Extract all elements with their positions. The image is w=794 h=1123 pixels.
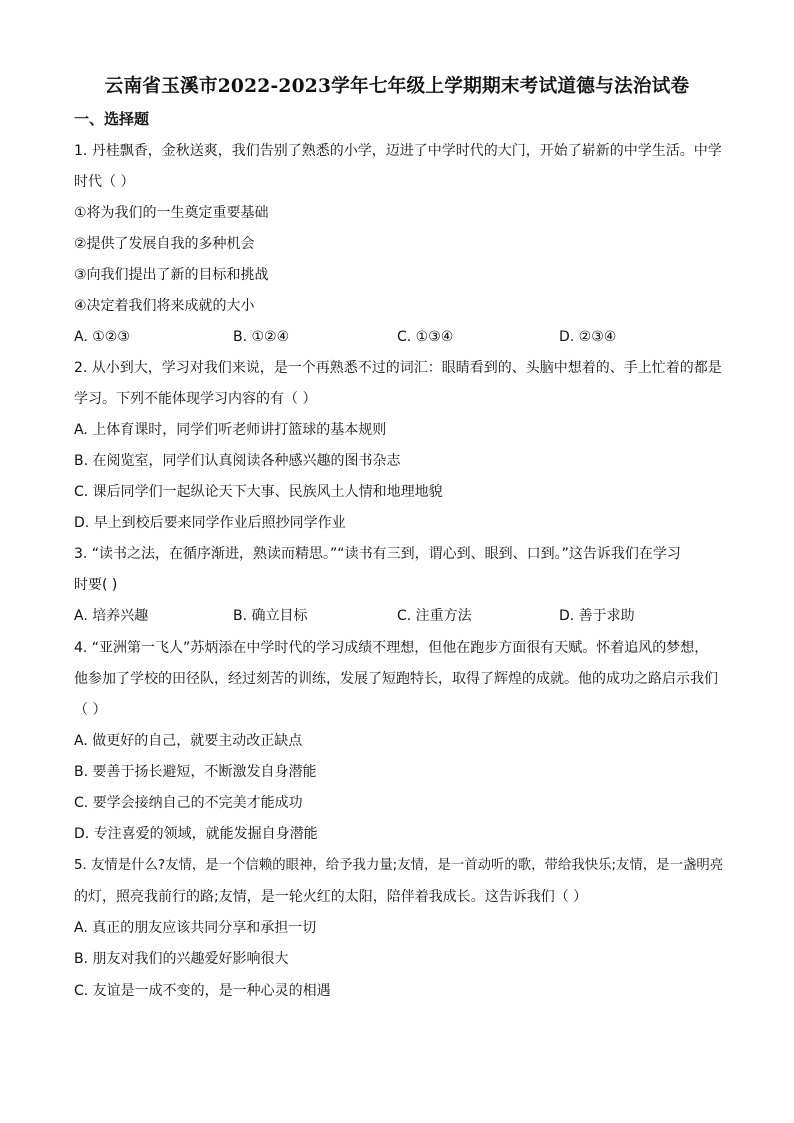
question-3-line-2: 时要( ) xyxy=(74,577,118,593)
q3-option-a: A. 培养兴趣 xyxy=(74,608,149,624)
q4-option-a: A. 做更好的自己，就要主动改正缺点 xyxy=(74,733,303,749)
question-2-line-2: 学习。下列不能体现学习内容的有（ ） xyxy=(74,391,317,407)
question-5-line-2: 的灯，照亮我前行的路;友情，是一轮火红的太阳，陪伴着我成长。这告诉我们（ ） xyxy=(74,889,588,905)
q1-option-a: A. ①②③ xyxy=(74,329,130,345)
q5-option-c: C. 友谊是一成不变的，是一种心灵的相遇 xyxy=(74,983,331,999)
q1-option-d: D. ②③④ xyxy=(559,329,617,345)
statement-4: ④决定着我们将来成就的大小 xyxy=(74,298,255,314)
question-2-line-1: 2. 从小到大，学习对我们来说，是一个再熟悉不过的词汇：眼睛看到的、头脑中想着的、手上忙着的都是 xyxy=(74,360,722,376)
q2-option-d: D. 早上到校后要来同学作业后照抄同学作业 xyxy=(74,515,346,531)
question-1-line-2: 时代（ ） xyxy=(74,174,135,190)
q3-option-c: C. 注重方法 xyxy=(397,608,472,624)
question-5-line-1: 5. 友情是什么?友情，是一个信赖的眼神，给予我力量;友情，是一首动听的歌，带给我快乐;友情，是一盏明亮 xyxy=(74,858,724,873)
section-heading: 一、选择题 xyxy=(74,110,150,128)
exam-title: 云南省玉溪市2022-2023学年七年级上学期期末考试道德与法治试卷 xyxy=(104,75,690,97)
question-1-line-1: 1. 丹桂飘香，金秋送爽，我们告别了熟悉的小学，迈进了中学时代的大门，开始了崭新的中学生活。中学 xyxy=(74,143,722,159)
question-4-line-2: 他参加了学校的田径队，经过刻苦的训练，发展了短跑特长，取得了辉煌的成就。他的成功之路启示我们 xyxy=(74,671,718,687)
q3-option-d: D. 善于求助 xyxy=(559,608,635,624)
question-3-line-1: 3. “读书之法，在循序渐进，熟读而精思。”“读书有三到，谓心到、眼到、口到。”这告诉我们在学习 xyxy=(74,546,681,562)
statement-2: ②提供了发展自我的多种机会 xyxy=(74,236,255,252)
q1-option-c: C. ①③④ xyxy=(397,329,454,345)
q2-option-a: A. 上体育课时，同学们听老师讲打篮球的基本规则 xyxy=(74,422,387,438)
q1-option-b: B. ①②④ xyxy=(233,329,290,345)
q2-option-c: C. 课后同学们一起纵论天下大事、民族风土人情和地理地貌 xyxy=(74,484,443,500)
statement-3: ③向我们提出了新的目标和挑战 xyxy=(74,267,269,283)
q5-option-a: A. 真正的朋友应该共同分享和承担一切 xyxy=(74,920,317,936)
q4-option-b: B. 要善于扬长避短，不断激发自身潜能 xyxy=(74,764,317,780)
statement-1: ①将为我们的一生奠定重要基础 xyxy=(74,205,269,221)
q4-option-d: D. 专注喜爱的领域，就能发掘自身潜能 xyxy=(74,826,318,842)
question-4-line-1: 4. “亚洲第一飞人”苏炳添在中学时代的学习成绩不理想，但他在跑步方面很有天赋。怀着追风的梦想， xyxy=(74,640,709,656)
q3-option-b: B. 确立目标 xyxy=(233,608,308,624)
q4-option-c: C. 要学会接纳自己的不完美才能成功 xyxy=(74,795,303,811)
q2-option-b: B. 在阅览室，同学们认真阅读各种感兴趣的图书杂志 xyxy=(74,453,401,469)
q5-option-b: B. 朋友对我们的兴趣爱好影响很大 xyxy=(74,951,289,967)
question-4-line-3: （ ） xyxy=(74,702,107,718)
